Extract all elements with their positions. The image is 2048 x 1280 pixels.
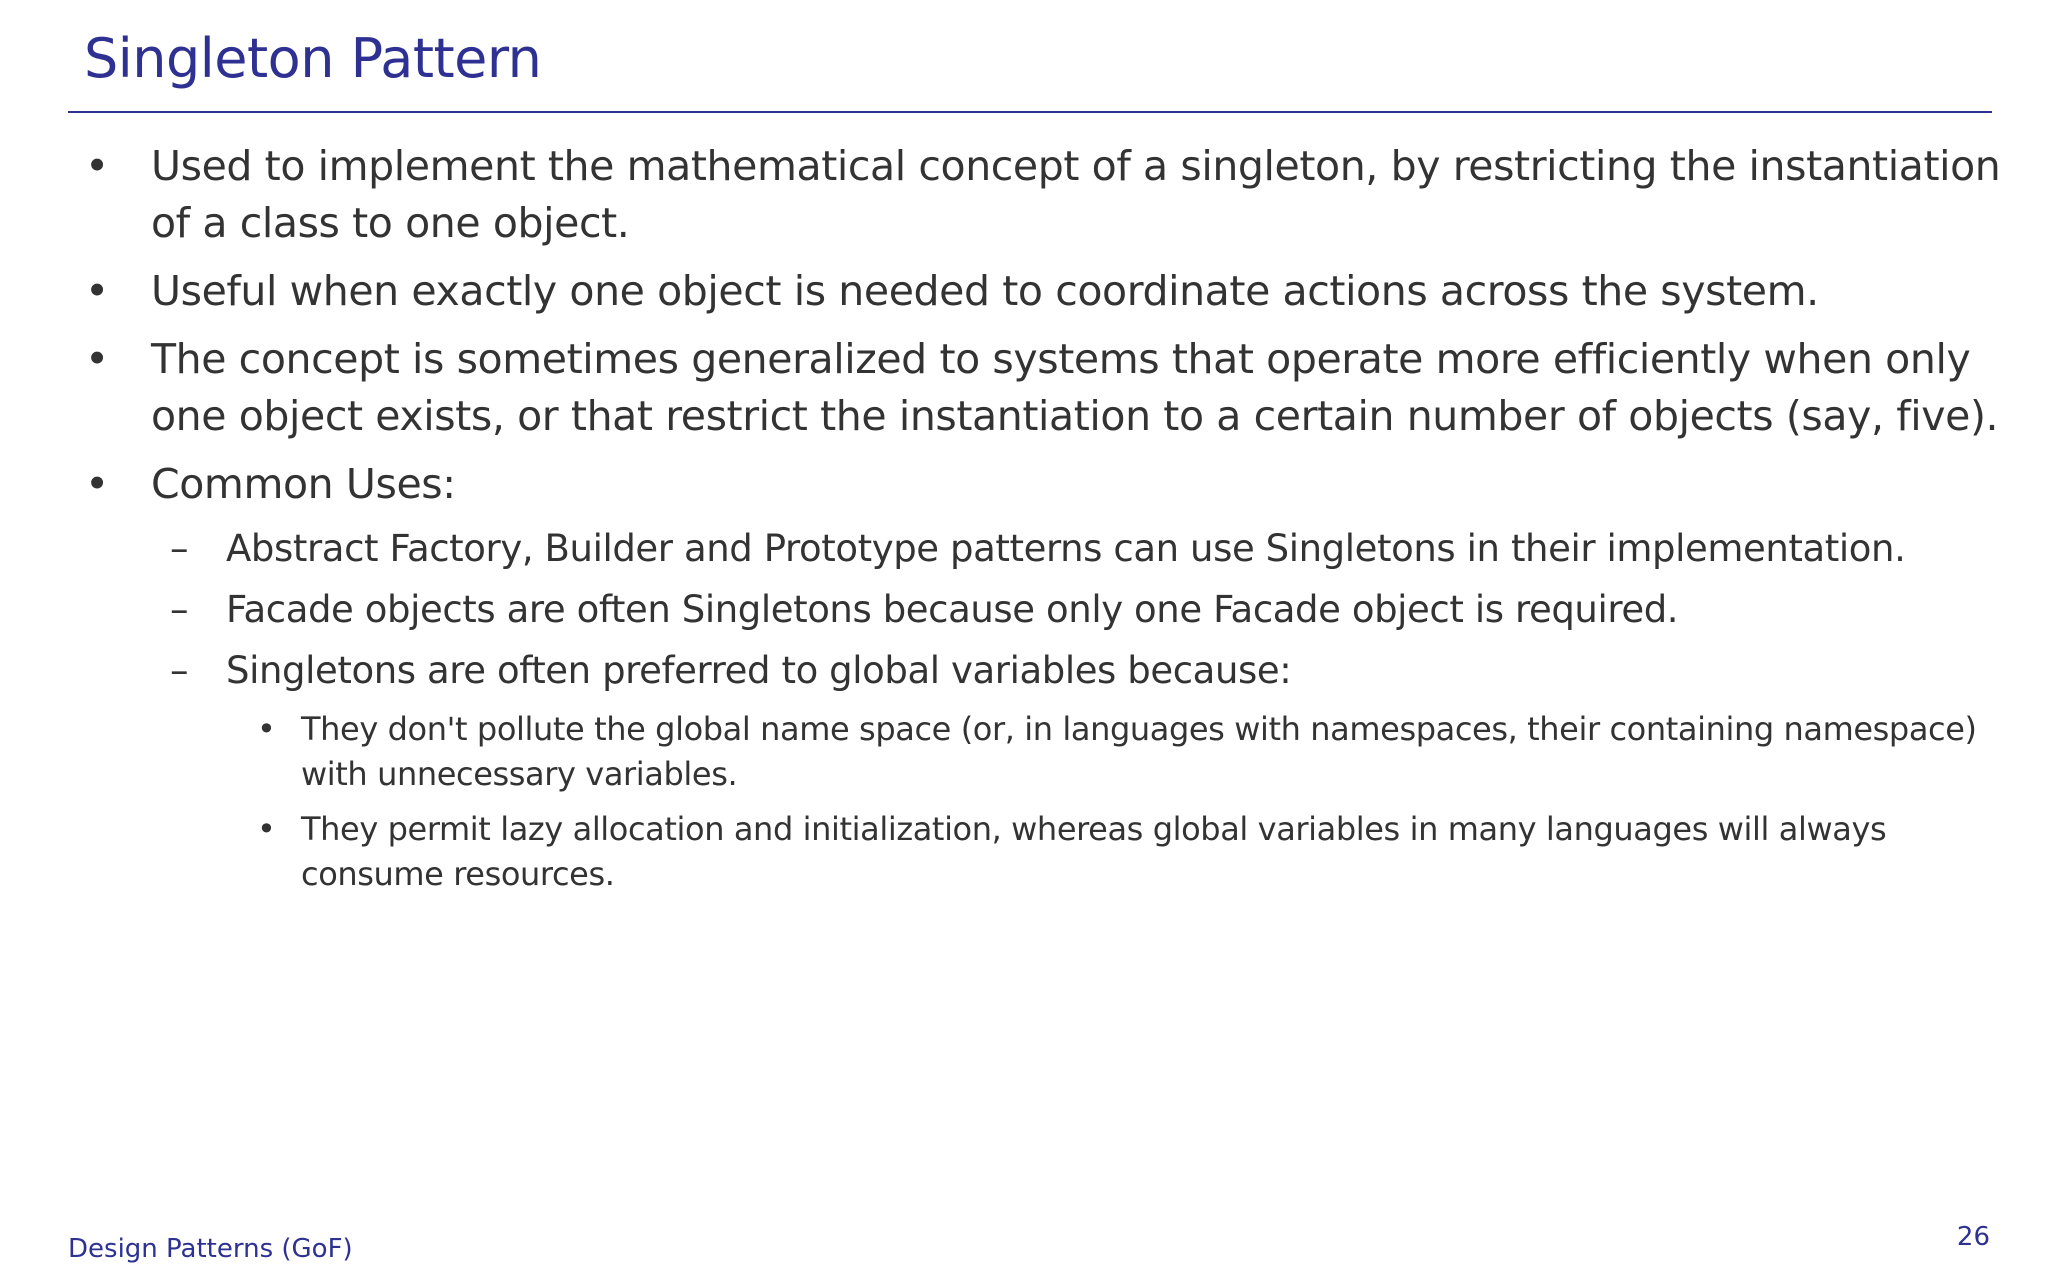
bullet-list — [84, 138, 2004, 907]
slide-title: Singleton Pattern — [84, 27, 542, 90]
sub-bullet-text: Singletons are often preferred to global variables because: — [226, 649, 1292, 692]
bullet-item — [84, 331, 2004, 445]
bullet-text: Common Uses: — [151, 460, 456, 508]
sub-bullet-item — [84, 585, 2004, 635]
page-number: 26 — [1956, 1222, 1990, 1252]
bullet-marker: • — [85, 267, 109, 315]
bullet-text: The concept is sometimes generalized to systems that operate more efficiently when only one object exists, or that restrict the instantiation to a certain number of objects (say, five). — [151, 335, 1999, 440]
sub-bullet-text: Facade objects are often Singletons because only one Facade object is required. — [226, 588, 1679, 631]
bullet-text: Used to implement the mathematical concept of a singleton, by restricting the instantiation of a class to one object. — [151, 142, 2001, 247]
bullet-marker: • — [85, 460, 109, 508]
bullet-marker: • — [257, 810, 276, 848]
bullet-item — [84, 263, 2004, 320]
bullet-marker: • — [257, 710, 276, 748]
bullet-item — [84, 138, 2004, 252]
bullet-item — [84, 456, 2004, 513]
dash-marker: – — [170, 588, 189, 631]
sub-bullet-text: Abstract Factory, Builder and Prototype patterns can use Singletons in their implementation. — [226, 527, 1906, 570]
sub-bullet-item — [84, 524, 2004, 574]
bullet-text: Useful when exactly one object is needed to coordinate actions across the system. — [151, 267, 1819, 315]
nested-bullet-text: They permit lazy allocation and initialization, whereas global variables in many languages will always consume resources. — [301, 810, 1887, 893]
nested-bullet-item — [84, 707, 2004, 797]
nested-bullet-text: They don't pollute the global name space (or, in languages with namespaces, their containing namespace) with unnecessary variables. — [301, 710, 1977, 793]
bullet-marker: • — [85, 335, 109, 383]
title-divider — [68, 111, 1992, 113]
nested-bullet-item — [84, 807, 2004, 897]
bullet-marker: • — [85, 142, 109, 190]
sub-bullet-item — [84, 646, 2004, 696]
dash-marker: – — [170, 649, 189, 692]
dash-marker: – — [170, 527, 189, 570]
footer-course-title: Design Patterns (GoF) — [68, 1234, 353, 1264]
